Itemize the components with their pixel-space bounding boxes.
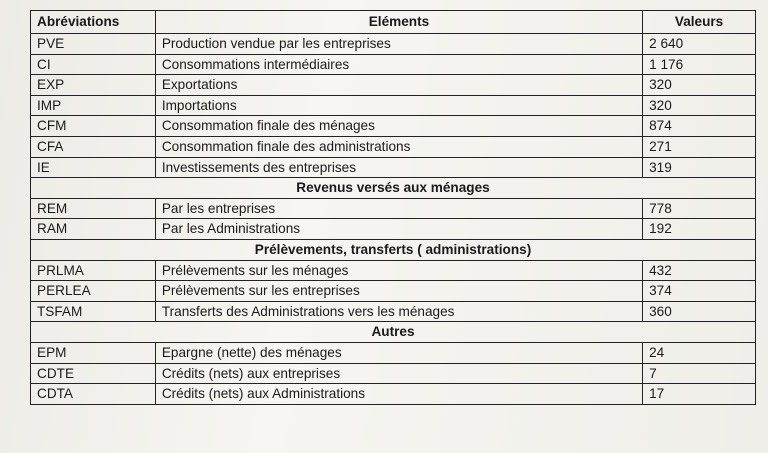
value-cell: 2 640	[643, 34, 756, 55]
table-row	[31, 198, 756, 219]
section-title: Autres	[31, 322, 756, 343]
abbreviation-cell: REM	[31, 198, 156, 219]
table-row	[31, 219, 756, 240]
table-row	[31, 157, 756, 178]
table-row	[31, 260, 756, 281]
element-cell: Prélèvements sur les ménages	[155, 260, 642, 281]
value-cell: 271	[643, 136, 756, 157]
abbreviation-cell: IMP	[31, 95, 156, 116]
abbreviation-cell: CFM	[31, 116, 156, 137]
element-cell: Production vendue par les entreprises	[155, 34, 642, 55]
table-row	[31, 136, 756, 157]
section-title: Revenus versés aux ménages	[31, 178, 756, 199]
abbreviation-cell: CDTE	[31, 363, 156, 384]
abbreviation-cell: PRLMA	[31, 260, 156, 281]
abbreviation-cell: CDTA	[31, 384, 156, 405]
abbreviation-cell: EXP	[31, 75, 156, 96]
element-cell: Exportations	[155, 75, 642, 96]
value-cell: 7	[643, 363, 756, 384]
table-row	[31, 301, 756, 322]
abbreviation-cell: IE	[31, 157, 156, 178]
value-cell: 319	[643, 157, 756, 178]
section-header-row	[31, 322, 756, 343]
table-row	[31, 363, 756, 384]
abbreviation-cell: RAM	[31, 219, 156, 240]
section-title: Prélèvements, transferts ( administrations)	[31, 239, 756, 260]
table-row	[31, 384, 756, 405]
header-abbreviation: Abréviations	[31, 11, 156, 34]
value-cell: 192	[643, 219, 756, 240]
section-header-row	[31, 239, 756, 260]
section-header-row	[31, 178, 756, 199]
value-cell: 432	[643, 260, 756, 281]
table-body	[31, 34, 756, 405]
header-element: Eléments	[155, 11, 642, 34]
table-header-row	[31, 11, 756, 34]
value-cell: 778	[643, 198, 756, 219]
abbreviation-cell: EPM	[31, 342, 156, 363]
table-row	[31, 116, 756, 137]
element-cell: Prélèvements sur les entreprises	[155, 281, 642, 302]
value-cell: 320	[643, 95, 756, 116]
value-cell: 24	[643, 342, 756, 363]
table-row	[31, 95, 756, 116]
value-cell: 320	[643, 75, 756, 96]
value-cell: 374	[643, 281, 756, 302]
abbreviation-cell: CFA	[31, 136, 156, 157]
element-cell: Crédits (nets) aux entreprises	[155, 363, 642, 384]
element-cell: Epargne (nette) des ménages	[155, 342, 642, 363]
element-cell: Investissements des entreprises	[155, 157, 642, 178]
value-cell: 874	[643, 116, 756, 137]
element-cell: Transferts des Administrations vers les ménages	[155, 301, 642, 322]
value-cell: 360	[643, 301, 756, 322]
value-cell: 1 176	[643, 54, 756, 75]
header-value: Valeurs	[643, 11, 756, 34]
element-cell: Crédits (nets) aux Administrations	[155, 384, 642, 405]
element-cell: Importations	[155, 95, 642, 116]
abbreviation-cell: PVE	[31, 34, 156, 55]
abbreviation-cell: PERLEA	[31, 281, 156, 302]
table-row	[31, 281, 756, 302]
element-cell: Par les entreprises	[155, 198, 642, 219]
table-row	[31, 54, 756, 75]
value-cell: 17	[643, 384, 756, 405]
table-row	[31, 34, 756, 55]
table-row	[31, 75, 756, 96]
abbreviation-cell: TSFAM	[31, 301, 156, 322]
element-cell: Par les Administrations	[155, 219, 642, 240]
table-row	[31, 342, 756, 363]
element-cell: Consommation finale des ménages	[155, 116, 642, 137]
data-table	[30, 10, 756, 405]
abbreviation-cell: CI	[31, 54, 156, 75]
element-cell: Consommation finale des administrations	[155, 136, 642, 157]
element-cell: Consommations intermédiaires	[155, 54, 642, 75]
